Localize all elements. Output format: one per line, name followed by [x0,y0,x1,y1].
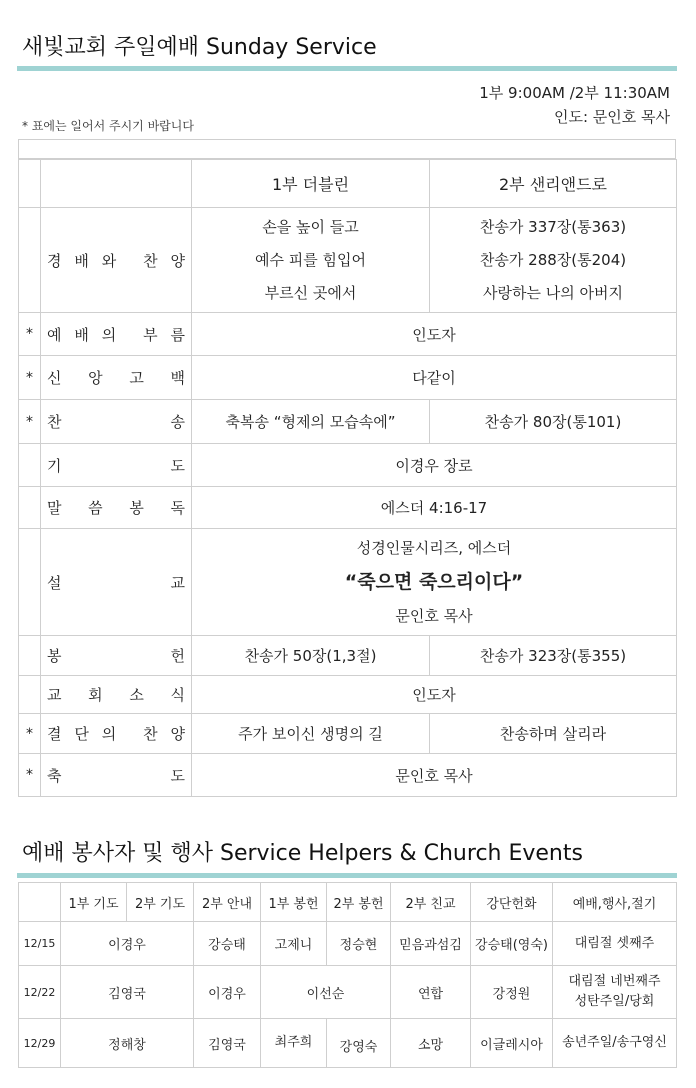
news-label: 교 회 소 식 [47,686,185,704]
creed-label: 신 앙 고 백 [47,369,185,387]
offering-second: 찬송가 323장(통355) [430,636,677,676]
helpers-divider [17,873,677,878]
benediction-value: 문인호 목사 [192,754,677,797]
flowers-cell: 강승태(영숙) [471,922,553,966]
table-row [19,966,677,1019]
offering-row [19,636,677,676]
creed-value: 다같이 [192,356,677,400]
title-divider [17,66,677,71]
reading-label: 말 씀 봉 독 [47,499,185,517]
call-to-worship-row: * 예 배 의 부 름 인도자 [19,313,677,356]
date-cell: 12/29 [19,1019,61,1068]
offering-first: 찬송가 50장(1,3절) [192,636,430,676]
call-label: 예 배 의 부 름 [47,325,185,344]
preacher: 문인호 목사 [395,607,473,625]
benediction-row: * 축 도 문인호 목사 [19,754,677,797]
reading-row [19,487,677,529]
decision-second: 찬송하며 살리라 [430,714,677,754]
offering2-cell: 강영숙 [327,1019,391,1068]
standing-note: * 표에는 일어서 주시기 바랍니다 [22,119,194,133]
header-cell: 강단헌화 [471,883,553,922]
table-row [19,1019,677,1068]
fellowship-cell: 연합 [391,966,471,1019]
decision-row: * 결 단 의 찬 양 주가 보이신 생명의 길 찬송하며 살리라 [19,714,677,754]
news-value: 인도자 [192,676,677,714]
usher-cell: 강승태 [194,922,261,966]
prayer-cell: 정해창 [61,1019,194,1068]
usher-cell: 이경우 [194,966,261,1019]
header-cell: 2부 기도 [127,883,194,922]
header-cell: 1부 기도 [61,883,127,922]
news-row [19,676,677,714]
prayer-cell: 김영국 [61,966,194,1019]
event-cell: 대림절 셋째주 [553,922,677,966]
service-times: 1부 9:00AM /2부 11:30AM [479,84,670,102]
helpers-header-row [19,883,677,922]
decision-first: 주가 보이신 생명의 길 [192,714,430,754]
sermon-row [19,529,677,636]
fellowship-cell: 믿음과섬김 [391,922,471,966]
hymn-label: 찬 송 [47,413,185,431]
creed-row: * 신 앙 고 백 다같이 [19,356,677,400]
flowers-cell: 이글레시아 [471,1019,553,1068]
offering-cell: 이선순 [261,966,391,1019]
hymn-first: 축복송 “형제의 모습속에” [192,400,430,444]
benediction-label: 축 도 [47,766,185,785]
sermon-series: 성경인물시리즈, 에스더 [356,539,512,557]
offering2-cell: 정승현 [327,922,391,966]
header-row [19,160,677,208]
prayer-row [19,444,677,487]
offering-label: 봉 헌 [47,647,185,665]
date-cell: 12/22 [19,966,61,1019]
date-cell: 12/15 [19,922,61,966]
second-service-header: 2부 샌리앤드로 [430,160,677,208]
prayer-cell: 이경우 [61,922,194,966]
call-value: 인도자 [192,313,677,356]
header-cell: 1부 봉헌 [261,883,327,922]
offering1-cell: 최주희 [261,1019,327,1068]
header-cell: 2부 친교 [391,883,471,922]
praise-songs-first: 손을 높이 들고 예수 피를 힘입어 부르신 곳에서 [192,208,430,313]
flowers-cell: 강정원 [471,966,553,1019]
decision-label: 결 단 의 찬 양 [47,725,185,743]
page-title: 새빛교회 주일예배 Sunday Service [22,35,377,60]
helpers-table [18,882,677,1068]
header-cell: 예배,행사,절기 [553,883,677,922]
praise-label: 경 배 와 찬 양 [47,251,185,270]
sermon-label: 설 교 [47,573,185,592]
first-service-header: 1부 더블린 [192,160,430,208]
hymn-row: * 찬 송 축복송 “형제의 모습속에” 찬송가 80장(통101) [19,400,677,444]
reading-value: 에스더 4:16-17 [192,487,677,529]
table-row [19,922,677,966]
prayer-label: 기 도 [47,456,185,475]
fellowship-cell: 소망 [391,1019,471,1068]
praise-row [19,208,677,313]
header-cell: 2부 봉헌 [327,883,391,922]
service-leader: 인도: 문인호 목사 [553,108,670,126]
event-cell: 대림절 네번째주 성탄주일/당회 [553,966,677,1019]
order-of-service-table [18,159,677,797]
sermon-title: “죽으면 죽으리이다” [344,571,524,593]
helpers-title: 예배 봉사자 및 행사 Service Helpers & Church Events [22,841,583,866]
usher-cell: 김영국 [194,1019,261,1068]
prayer-value: 이경우 장로 [192,444,677,487]
event-cell: 송년주일/송구영신 [553,1019,677,1068]
sermon-cell [192,529,677,636]
praise-songs-second: 찬송가 337장(통363) 찬송가 288장(통204) 사랑하는 나의 아버지 [430,208,677,313]
offering1-cell: 고제니 [261,922,327,966]
hymn-second: 찬송가 80장(통101) [430,400,677,444]
blank-row [18,139,676,159]
header-cell: 2부 안내 [194,883,261,922]
